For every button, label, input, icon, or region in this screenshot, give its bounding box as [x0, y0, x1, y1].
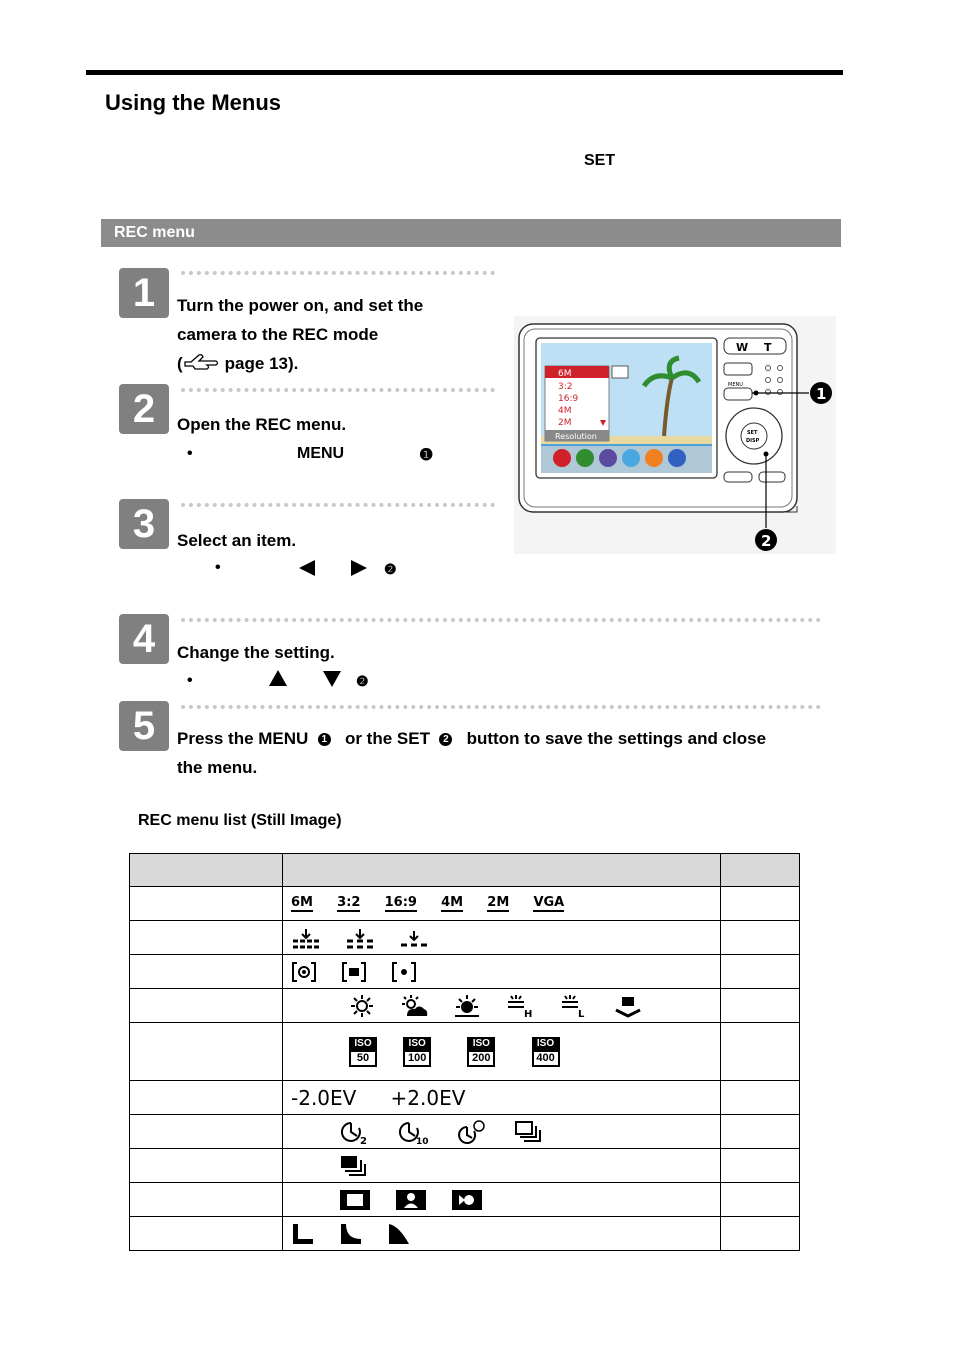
table-row [130, 921, 800, 955]
table-row [130, 1115, 800, 1149]
table-header [130, 854, 283, 887]
section-title: REC menu [114, 224, 195, 241]
resolution-2m-icon: 2M [487, 895, 510, 911]
table-row [130, 989, 800, 1023]
table-header [283, 854, 721, 887]
step-4-text: Change the setting. [177, 643, 335, 662]
step-divider [181, 618, 821, 622]
step-3-text: Select an item. [177, 531, 297, 550]
bullet-dot: • [215, 559, 221, 576]
table-row [130, 887, 800, 921]
table-header-row [130, 854, 800, 887]
page-title: Using the Menus [105, 90, 282, 115]
resolution-16-9-icon: 16:9 [384, 895, 417, 911]
iso-400-icon: ISO 400 [532, 1037, 560, 1067]
sharpness-soft-icon [387, 1222, 411, 1246]
step-divider [181, 388, 495, 392]
step-1-number: 1 [119, 268, 169, 318]
table-row [130, 1023, 800, 1081]
resolution-vga-icon: VGA [533, 895, 565, 911]
pointing-hand-icon [183, 352, 225, 372]
right-arrow-icon [351, 560, 369, 576]
quality-normal-icon [345, 927, 375, 949]
step-2-menu-word: MENU [297, 445, 345, 462]
step-4-number: 4 [119, 614, 169, 664]
step-2-text: Open the REC menu. [177, 415, 347, 434]
menu-button [724, 388, 752, 400]
white-balance-daylight-icon [349, 994, 375, 1018]
metering-average-icon [291, 961, 317, 983]
burst-icon [339, 1153, 369, 1179]
callout-ref-2: ❷ [384, 561, 397, 577]
intro-set-word: SET [584, 152, 616, 169]
left-arrow-icon [299, 560, 317, 576]
svg-text:10: 10 [416, 1136, 429, 1145]
lcd-item: 4M [558, 406, 572, 416]
step-divider [181, 271, 495, 275]
photo-frame-off-icon [339, 1188, 371, 1212]
callout-ref-2: 2 [439, 733, 452, 746]
list-title: REC menu list (Still Image) [138, 812, 342, 829]
bullet-dot: • [187, 445, 193, 462]
continuous-shot-icon [514, 1119, 544, 1145]
zoom-w-button: W [736, 341, 749, 354]
bullet-dot: • [187, 672, 193, 689]
camera-illustration [514, 316, 836, 554]
rec-menu-table [129, 853, 800, 1251]
menu-label: MENU [728, 382, 743, 388]
callout-ref-1: 1 [318, 733, 331, 746]
photo-frame-portrait-icon [395, 1188, 427, 1212]
step-5-number: 5 [119, 701, 169, 751]
resolution-6m-icon: 6M [291, 895, 313, 911]
lcd-item: 3:2 [558, 382, 573, 392]
section-bar [101, 219, 841, 247]
callout-ref-2: ❷ [356, 673, 369, 689]
set-label: SET [747, 430, 758, 436]
self-timer-10s-icon [397, 1119, 431, 1145]
iso-50-icon: ISO 50 [349, 1037, 377, 1067]
white-balance-fluorescent-h-icon [506, 994, 536, 1018]
sharpness-hard-icon [291, 1222, 315, 1246]
table-row [130, 1149, 800, 1183]
step-5-text-cont: the menu. [177, 758, 258, 777]
step-3-number: 3 [119, 499, 169, 549]
lcd-item: 6M [558, 369, 572, 379]
white-balance-custom-icon [614, 994, 642, 1018]
table-row [130, 1081, 800, 1115]
up-arrow-icon [269, 670, 287, 686]
zoom-t-button: T [764, 341, 772, 354]
table-row [130, 955, 800, 989]
down-arrow-icon [323, 671, 341, 687]
quality-fine-icon [291, 927, 321, 949]
table-row [130, 1217, 800, 1251]
resolution-4m-icon: 4M [441, 895, 464, 911]
svg-text:H: H [523, 1008, 532, 1018]
callout-ref-1: ❶ [419, 447, 434, 464]
photo-frame-landscape-icon [451, 1188, 483, 1212]
table-header [721, 854, 800, 887]
step-1-text: Turn the power on, and set the camera to the REC mode ( page 13). [177, 296, 424, 373]
disp-label: DISP [746, 438, 760, 444]
svg-text:2: 2 [360, 1135, 367, 1145]
resolution-3-2-icon: 3:2 [337, 895, 361, 911]
lcd-caption: Resolution [555, 432, 597, 441]
ev-max-value: +2.0EV [390, 1085, 466, 1110]
svg-text:1: 1 [816, 385, 827, 403]
step-2-number: 2 [119, 384, 169, 434]
quality-economy-icon [399, 927, 429, 949]
metering-center-icon [341, 961, 367, 983]
white-balance-fluorescent-l-icon [560, 994, 590, 1018]
svg-text:L: L [577, 1008, 585, 1018]
sharpness-normal-icon [339, 1222, 363, 1246]
step-5-text: Press the MENU 1 or the SET 2 button to save the settings and close [177, 729, 767, 748]
table-row [130, 1183, 800, 1217]
lcd-item: 2M [558, 418, 572, 428]
ev-min-value: -2.0EV [291, 1085, 357, 1110]
white-balance-cloudy-icon [399, 994, 429, 1018]
white-balance-tungsten-icon [453, 994, 481, 1018]
self-timer-double-icon [455, 1119, 489, 1145]
self-timer-2s-icon [339, 1119, 373, 1145]
step-divider [181, 705, 821, 709]
metering-spot-icon [391, 961, 417, 983]
lcd-item: 16:9 [558, 394, 579, 404]
iso-200-icon: ISO 200 [467, 1037, 495, 1067]
lcd-highlight [545, 366, 609, 378]
iso-100-icon: ISO 100 [403, 1037, 431, 1067]
svg-text:2: 2 [761, 532, 772, 550]
top-rule [86, 70, 843, 75]
step-divider [181, 503, 495, 507]
